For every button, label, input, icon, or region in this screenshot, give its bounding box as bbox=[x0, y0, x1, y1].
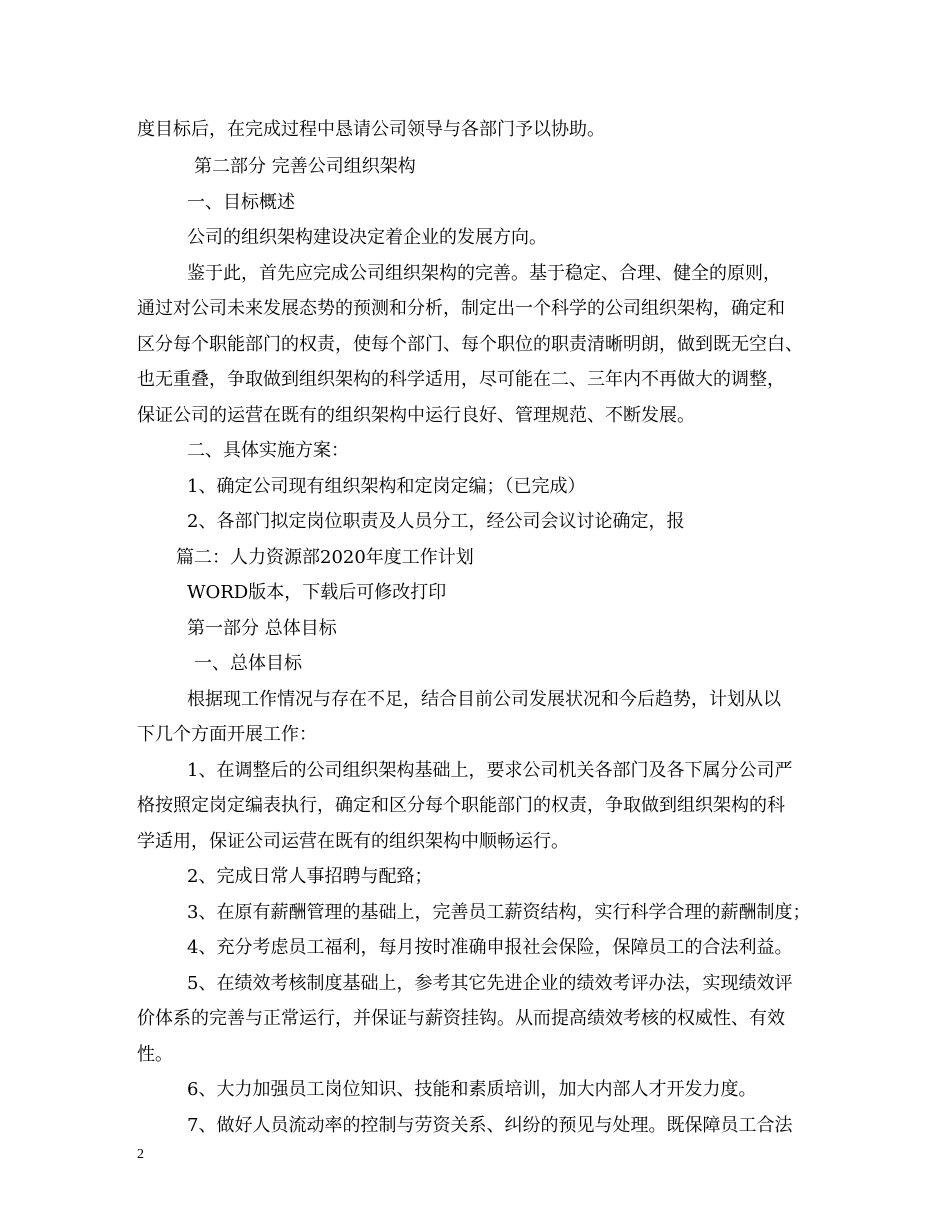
text-line: 鉴于此，首先应完成公司组织架构的完善。基于稳定、合理、健全的原则， bbox=[187, 263, 781, 284]
text-line: 度目标后，在完成过程中恳请公司领导与各部门予以协助。 bbox=[137, 119, 605, 140]
list-item: 3、在原有薪酬管理的基础上，完善员工薪资结构，实行科学合理的薪酬制度； bbox=[187, 902, 811, 923]
text-line: 也无重叠，争取做到组织架构的科学适用，尽可能在二、三年内不再做大的调整， bbox=[137, 369, 785, 390]
list-item: 1、在调整后的公司组织架构基础上，要求公司机关各部门及各下属分公司严 bbox=[187, 760, 793, 781]
text-line: 价体系的完善与正常运行，并保证与薪资挂钩。从而提高绩效考核的权威性、有效 bbox=[137, 1008, 785, 1029]
list-item: 4、充分考虑员工福利，每月按时准确申报社会保险，保障员工的合法利益。 bbox=[187, 937, 793, 958]
text-line: 性。 bbox=[137, 1044, 173, 1065]
page-number: 2 bbox=[137, 1147, 144, 1162]
text-line: 根据现工作情况与存在不足，结合目前公司发展状况和今后趋势，计划从以 bbox=[187, 689, 781, 710]
text-line: 学适用，保证公司运营在既有的组织架构中顺畅运行。 bbox=[137, 831, 569, 852]
list-item: 2、完成日常人事招聘与配臵； bbox=[187, 866, 433, 887]
text-line: 通过对公司未来发展态势的预测和分析，制定出一个科学的公司组织架构，确定和 bbox=[137, 298, 785, 319]
chapter-title: 篇二：人力资源部2020年度工作计划 bbox=[176, 547, 474, 568]
text-line: 公司的组织架构建设决定着企业的发展方向。 bbox=[187, 227, 547, 248]
list-item: 6、大力加强员工岗位知识、技能和素质培训，加大内部人才开发力度。 bbox=[187, 1079, 757, 1100]
list-item: 1、确定公司现有组织架构和定岗定编；（已完成） bbox=[187, 476, 586, 497]
subsection-heading: 二、具体实施方案： bbox=[187, 440, 349, 461]
list-item: 7、做好人员流动率的控制与劳资关系、纠纷的预见与处理。既保障员工合法 bbox=[187, 1115, 793, 1136]
subsection-heading: 一、目标概述 bbox=[187, 192, 295, 213]
section-heading: 第二部分 完善公司组织架构 bbox=[194, 156, 416, 177]
text-line: WORD版本，下载后可修改打印 bbox=[187, 582, 447, 603]
subsection-heading: 一、总体目标 bbox=[194, 653, 302, 674]
list-item: 2、各部门拟定岗位职责及人员分工，经公司会议讨论确定，报 bbox=[187, 511, 685, 532]
text-line: 保证公司的运营在既有的组织架构中运行良好、管理规范、不断发展。 bbox=[137, 405, 695, 426]
section-heading: 第一部分 总体目标 bbox=[187, 618, 337, 639]
list-item: 5、在绩效考核制度基础上，参考其它先进企业的绩效考评办法，实现绩效评 bbox=[187, 973, 793, 994]
text-line: 区分每个职能部门的权责，使每个部门、每个职位的职责清晰明朗，做到既无空白、 bbox=[137, 334, 803, 355]
text-line: 下几个方面开展工作： bbox=[137, 724, 317, 745]
text-line: 格按照定岗定编表执行，确定和区分每个职能部门的权责，争取做到组织架构的科 bbox=[137, 795, 785, 816]
